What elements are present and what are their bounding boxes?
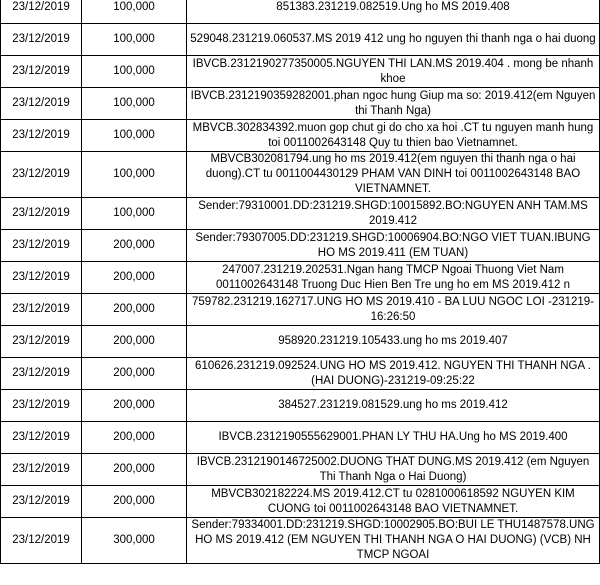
date-cell: 23/12/2019 — [1, 198, 82, 230]
description-cell: 851383.231219.082519.Ung ho MS 2019.408 — [187, 0, 600, 24]
date-cell: 23/12/2019 — [1, 326, 82, 358]
description-cell: IBVCB.2312190555629001.PHAN LY THU HA.Ung ho MS 2019.400 — [187, 422, 600, 454]
date-cell: 23/12/2019 — [1, 390, 82, 422]
description-cell: 958920.231219.105433.ung ho ms 2019.407 — [187, 326, 600, 358]
amount-cell: 100,000 — [82, 24, 187, 56]
table-row — [1, 390, 600, 422]
date-cell: 23/12/2019 — [1, 262, 82, 294]
table-row — [1, 454, 600, 486]
date-cell: 23/12/2019 — [1, 294, 82, 326]
description-cell: 529048.231219.060537.MS 2019 412 ung ho nguyen thi thanh nga o hai duong — [187, 24, 600, 56]
description-cell: MBVCB.302834392.muon gop chut gi do cho xa hoi .CT tu nguyen manh hung toi 0011002643148 Quy tu thien bao Vietnamnet. — [187, 120, 600, 152]
date-cell: 23/12/2019 — [1, 454, 82, 486]
table-row — [1, 486, 600, 518]
description-cell: 759782.231219.162717.UNG HO MS 2019.410 - BA LUU NGOC LOI -231219-16:26:50 — [187, 294, 600, 326]
amount-cell: 100,000 — [82, 56, 187, 88]
table-row — [1, 294, 600, 326]
table-row — [1, 56, 600, 88]
date-cell: 23/12/2019 — [1, 0, 82, 24]
table-row — [1, 120, 600, 152]
description-cell: 247007.231219.202531.Ngan hang TMCP Ngoai Thuong Viet Nam 0011002643148 Truong Duc Hien Ben Tre ung ho em MS 2019.412 n — [187, 262, 600, 294]
table-row — [1, 422, 600, 454]
table-row — [1, 358, 600, 390]
amount-cell: 200,000 — [82, 294, 187, 326]
date-cell: 23/12/2019 — [1, 230, 82, 262]
description-cell: Sender:79307005.DD:231219.SHGD:10006904.BO:NGO VIET TUAN.IBUNG HO MS 2019.411 (EM TUAN) — [187, 230, 600, 262]
table-row — [1, 0, 600, 24]
description-cell: IBVCB.2312190359282001.phan ngoc hung Giup ma so: 2019.412(em Nguyen thi Thanh Nga) — [187, 88, 600, 120]
description-cell: Sender:79334001.DD:231219.SHGD:10002905.BO:BUI LE THU1487578.UNG HO MS 2019.412 (EM NGUYEN THI THANH NGA O HAI DUONG) (VCB) NH TMCP NGOAI — [187, 518, 600, 564]
table-row — [1, 518, 600, 564]
amount-cell: 100,000 — [82, 152, 187, 198]
date-cell: 23/12/2019 — [1, 486, 82, 518]
table-row — [1, 230, 600, 262]
date-cell: 23/12/2019 — [1, 518, 82, 564]
amount-cell: 100,000 — [82, 120, 187, 152]
description-cell: Sender:79310001.DD:231219.SHGD:10015892.BO:NGUYEN ANH TAM.MS 2019.412 — [187, 198, 600, 230]
amount-cell: 200,000 — [82, 262, 187, 294]
amount-cell: 100,000 — [82, 198, 187, 230]
table-body — [1, 0, 600, 564]
date-cell: 23/12/2019 — [1, 120, 82, 152]
date-cell: 23/12/2019 — [1, 152, 82, 198]
amount-cell: 100,000 — [82, 0, 187, 24]
description-cell: 610626.231219.092524.UNG HO MS 2019.412. NGUYEN THI THANH NGA . (HAI DUONG)-231219-09:25:22 — [187, 358, 600, 390]
date-cell: 23/12/2019 — [1, 422, 82, 454]
table-row — [1, 24, 600, 56]
table-row — [1, 152, 600, 198]
table-row — [1, 198, 600, 230]
amount-cell: 200,000 — [82, 326, 187, 358]
date-cell: 23/12/2019 — [1, 358, 82, 390]
amount-cell: 300,000 — [82, 518, 187, 564]
description-cell: IBVCB.2312190146725002.DUONG THAT DUNG.MS 2019.412 (em Nguyen Thi Thanh Nga o Hai Duong) — [187, 454, 600, 486]
amount-cell: 200,000 — [82, 230, 187, 262]
table-row — [1, 326, 600, 358]
description-cell: MBVCB302182224.MS 2019.412.CT tu 0281000618592 NGUYEN KIM CUONG toi 0011002643148 BAO VIETNAMNET. — [187, 486, 600, 518]
description-cell: MBVCB302081794.ung ho ms 2019.412(em nguyen thi thanh nga o hai duong).CT tu 0011004430129 PHAM VAN DINH toi 0011002643148 BAO VIETNAMNET. — [187, 152, 600, 198]
amount-cell: 200,000 — [82, 454, 187, 486]
date-cell: 23/12/2019 — [1, 88, 82, 120]
date-cell: 23/12/2019 — [1, 24, 82, 56]
amount-cell: 200,000 — [82, 358, 187, 390]
description-cell: 384527.231219.081529.ung ho ms 2019.412 — [187, 390, 600, 422]
description-cell: IBVCB.2312190277350005.NGUYEN THI LAN.MS 2019.404 . mong be nhanh khoe — [187, 56, 600, 88]
date-cell: 23/12/2019 — [1, 56, 82, 88]
amount-cell: 200,000 — [82, 390, 187, 422]
table-row — [1, 262, 600, 294]
table-row — [1, 88, 600, 120]
amount-cell: 200,000 — [82, 486, 187, 518]
amount-cell: 100,000 — [82, 88, 187, 120]
amount-cell: 200,000 — [82, 422, 187, 454]
